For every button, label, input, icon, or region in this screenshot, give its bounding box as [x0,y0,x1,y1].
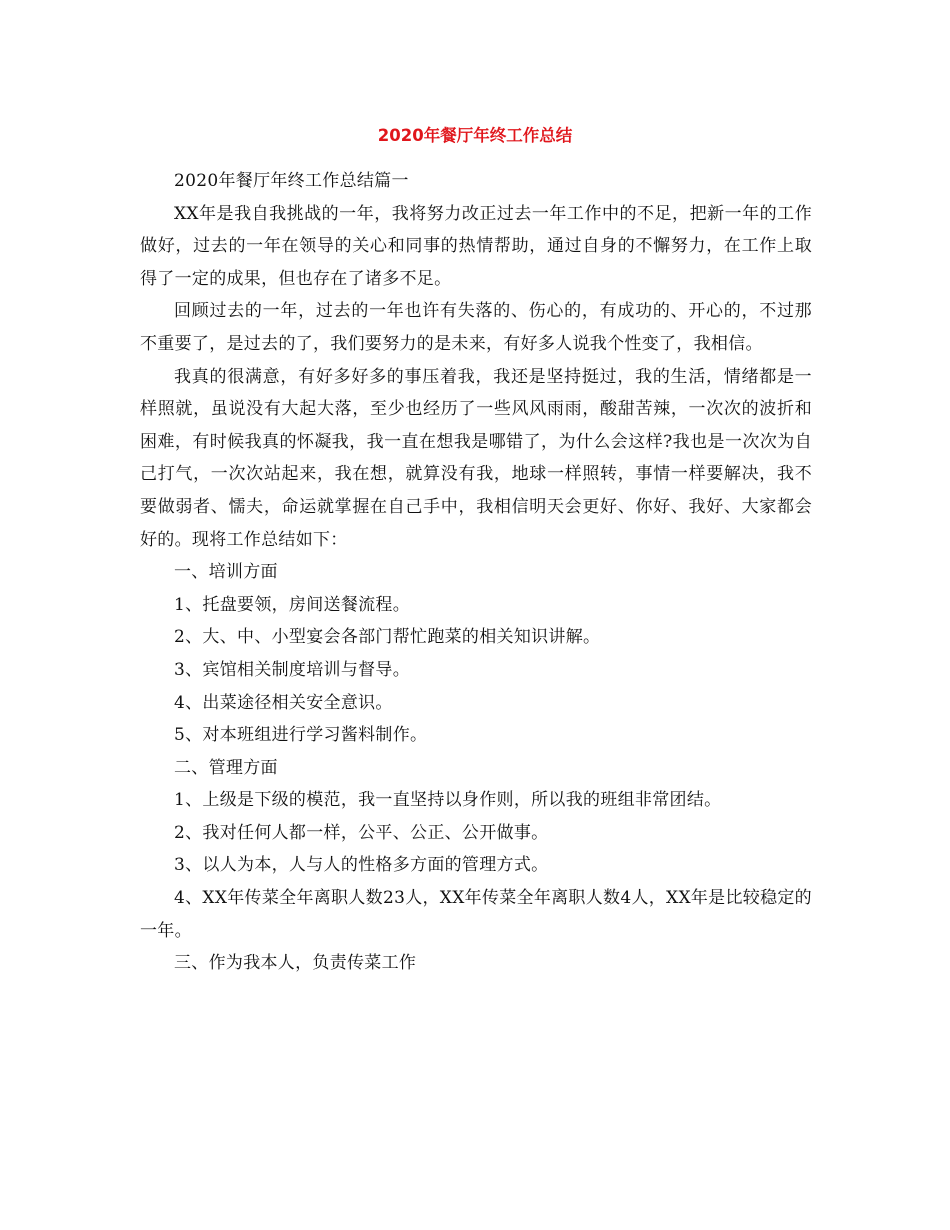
list-item: 5、对本班组进行学习酱料制作。 [174,725,428,746]
paragraph: 我真的很满意，有好多好多的事压着我，我还是坚持挺过，我的生活，情绪都是一样照就，虽说没有大起大落，至少也经历了一些风风雨雨，酸甜苦辣，一次次的波折和困难，有时候我真的怀凝我，我一直在想我是哪错了，为什么会这样?我也是一次次为自己打气，一次次站起来，我在想，就算没有我，地球一样照转，事情一样要解决，我不要做弱者、懦夫，命运就掌握在自己手中，我相信明天会更好、你好、我好、大家都会好的。现将工作总结如下： [140,366,812,550]
section-heading: 二、管理方面 [174,757,278,778]
subtitle-heading: 2020年餐厅年终工作总结篇一 [174,171,409,191]
list-item: 3、以人为本，人与人的性格多方面的管理方式。 [174,855,549,876]
list-item: 2、大、中、小型宴会各部门帮忙跑菜的相关知识讲解。 [174,627,601,648]
list-item: 4、出菜途径相关安全意识。 [174,692,393,713]
list-item: 1、上级是下级的模范，我一直坚持以身作则，所以我的班组非常团结。 [174,790,722,811]
list-item: 4、XX年传菜全年离职人数23人，XX年传菜全年离职人数4人，XX年是比较稳定的一年。 [140,888,812,941]
section-heading: 一、培训方面 [174,562,278,583]
section-heading: 三、作为我本人，负责传菜工作 [174,953,417,974]
list-item: 1、托盘要领，房间送餐流程。 [174,594,411,615]
document-body [140,165,812,980]
list-item: 2、我对任何人都一样，公平、公正、公开做事。 [174,822,549,843]
list-item: 3、宾馆相关制度培训与督导。 [174,659,411,680]
document-title: 2020年餐厅年终工作总结 [377,126,573,145]
paragraph: XX年是我自我挑战的一年，我将努力改正过去一年工作中的不足，把新一年的工作做好，过去的一年在领导的关心和同事的热情帮助，通过自身的不懈努力，在工作上取得了一定的成果，但也存在了诸多不足。 [140,203,812,289]
paragraph: 回顾过去的一年，过去的一年也许有失落的、伤心的，有成功的、开心的，不过那不重要了，是过去的了，我们要努力的是未来，有好多人说我个性变了，我相信。 [140,301,812,354]
